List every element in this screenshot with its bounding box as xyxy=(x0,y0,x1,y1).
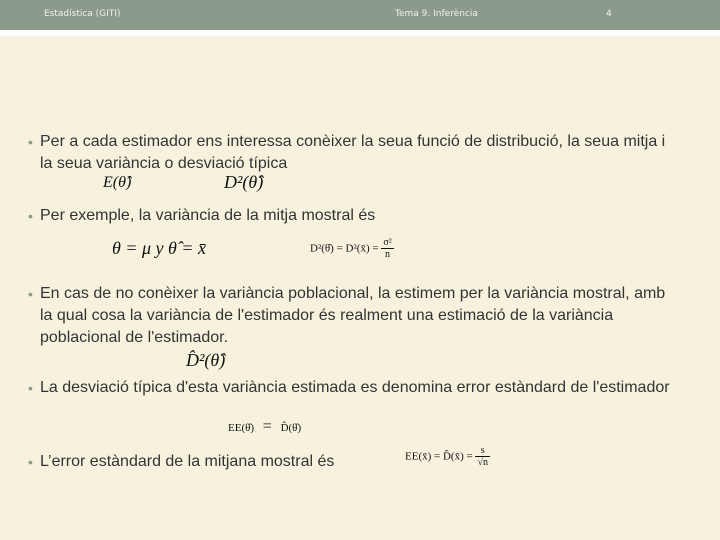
example-formula-a: θ = μ y θ̂ = x̄ xyxy=(112,238,206,258)
header-bar xyxy=(0,0,720,30)
standard-error-mean-formula xyxy=(405,446,490,468)
bullet-marker: • xyxy=(28,208,33,224)
bullet-marker: • xyxy=(28,454,33,470)
bullet-1-text: Per a cada estimador ens interessa conèixer la seua funció de distribució, la seua mitja i la seua variància o desviació típica xyxy=(40,133,666,172)
se-equals: = xyxy=(262,418,272,435)
bullet-1 xyxy=(28,131,680,175)
se-mean-den: √n xyxy=(477,457,488,468)
topic-title: Tema 9. Inferència xyxy=(395,9,478,19)
course-title: Estadística (GITI) xyxy=(44,9,121,19)
bullet-5 xyxy=(28,451,680,473)
bullet-2 xyxy=(28,205,680,227)
page-number: 4 xyxy=(606,9,612,19)
example-formula-b-lhs: D²(θ̂) = D²(x̄) = xyxy=(310,242,379,255)
bullet-3 xyxy=(28,283,680,349)
example-formula-b-fraction xyxy=(381,238,393,260)
expectation-formula: E(θ̂) xyxy=(103,174,132,191)
bullet-2-text: Per exemple, la variància de la mitja mostral és xyxy=(40,207,376,224)
se-lhs: EE(θ̂) xyxy=(228,422,255,434)
bullet-marker: • xyxy=(28,134,33,150)
standard-error-formula xyxy=(228,418,301,436)
bullet-4 xyxy=(28,377,680,399)
bullet-3-text: En cas de no conèixer la variància poblacional, la estimem per la variància mostral, amb la qual cosa la variància de l'estimador és realment una estimació de la variància poblacional de l'estimador. xyxy=(40,285,666,346)
se-mean-fraction xyxy=(475,446,490,468)
example-formula-b-den: n xyxy=(385,249,390,260)
bullet-marker: • xyxy=(28,380,33,396)
se-mean-lhs: EE(x̄) = D̂(x̄) = xyxy=(405,450,473,463)
example-formula-b-num: σ² xyxy=(383,237,392,248)
bullet-5-text: L’error estàndard de la mitjana mostral és xyxy=(40,453,335,470)
example-formula-b xyxy=(310,238,394,260)
se-mean-num: s xyxy=(475,446,490,457)
variance-formula: D²(θ̂) xyxy=(224,172,264,192)
se-rhs: D̂(θ̂) xyxy=(280,422,302,434)
bullet-4-text: La desviació típica d'esta variància estimada es denomina error estàndard de l'estimador xyxy=(40,379,670,396)
estimated-variance-formula: D̂²(θ̂) xyxy=(186,350,226,370)
bullet-marker: • xyxy=(28,286,33,302)
